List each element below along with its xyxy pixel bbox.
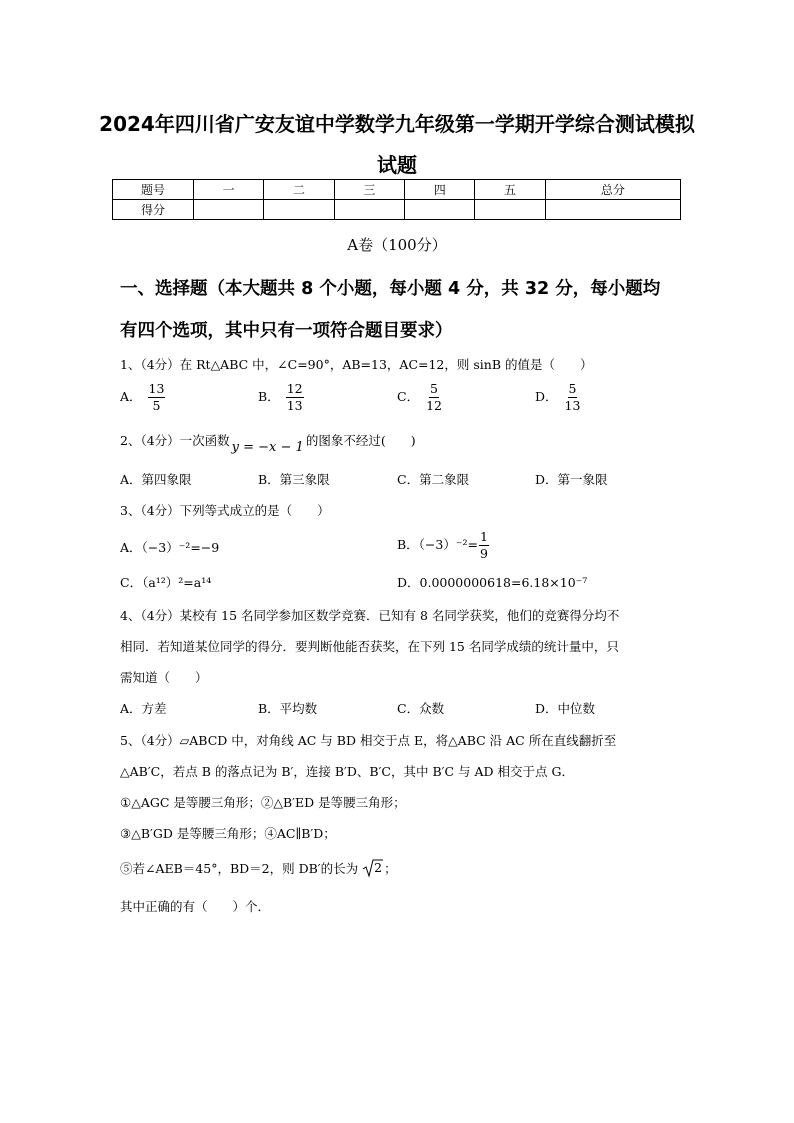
q1-option-a-fraction (148, 381, 166, 414)
radicand: 2 (374, 859, 383, 875)
q1-stem: 1、（4分）在 Rt△ABC 中，∠C=90°，AB=13，AC=12，则 sinB 的值是（ ） (120, 357, 593, 372)
q1-option-d-label: D． (535, 389, 558, 404)
volume-heading: A卷（100分） (347, 236, 447, 254)
score-cell (475, 200, 545, 220)
q3-option-b-text: B．（−3）⁻²= (397, 537, 478, 552)
q3-stem: 3、（4分）下列等式成立的是（ ） (120, 503, 330, 518)
q2-option-d: D．第一象限 (535, 472, 608, 487)
denominator: 13 (564, 398, 581, 413)
q2-formula: y = −x − 1 (231, 440, 304, 455)
denominator: 12 (426, 398, 442, 413)
q2-stem-a: 2、（4分）一次函数 (120, 433, 230, 448)
q4-option-a: A．方差 (120, 701, 167, 716)
exam-title-line1: 2024年四川省广安友谊中学数学九年级第一学期开学综合测试模拟 (99, 112, 695, 136)
q4-option-b: B．平均数 (258, 701, 318, 716)
q1-option-b-label: B． (258, 389, 280, 404)
score-table-header-label: 题号 (113, 180, 194, 200)
q5-end: 其中正确的有（ ）个． (120, 899, 271, 914)
numerator: 13 (148, 381, 165, 396)
q1-option-d-fraction (564, 381, 582, 414)
score-cell (545, 200, 680, 220)
q4-line3: 需知道（ ） (120, 670, 208, 685)
q3-option-c: C．（a¹²）²=a¹⁴ (120, 575, 212, 590)
q2-option-a: A．第四象限 (120, 472, 192, 487)
score-table-col-1: 一 (194, 180, 264, 200)
q1-option-c-fraction (425, 381, 443, 414)
score-table-header-row (113, 180, 681, 200)
numerator: 5 (568, 381, 577, 396)
score-cell (405, 200, 475, 220)
q2-option-b: B．第三象限 (258, 472, 330, 487)
q5-line1: 5、（4分）▱ABCD 中，对角线 AC 与 BD 相交于点 E，将△ABC 沿 AC 所在直线翻折至 (120, 733, 617, 748)
q4-option-c: C．众数 (397, 701, 445, 716)
score-table-score-row (113, 200, 681, 220)
q3-option-a: A．（−3）⁻²=−9 (120, 540, 220, 555)
q2-option-c: C．第二象限 (397, 472, 470, 487)
denominator: 13 (286, 398, 303, 413)
q5-statement-1-2: ①△AGC 是等腰三角形；②△B′ED 是等腰三角形； (120, 795, 406, 810)
score-cell (194, 200, 264, 220)
q4-line1: 4、（4分）某校有 15 名同学参加区数学竞赛．已知有 8 名同学获奖，他们的竞赛得分均不 (120, 608, 620, 623)
score-table-col-2: 二 (264, 180, 334, 200)
q3-option-b-fraction (479, 529, 489, 562)
score-cell (334, 200, 404, 220)
q1-option-b-fraction (286, 381, 304, 414)
exam-title-line2: 试题 (377, 153, 417, 177)
denominator: 9 (479, 546, 488, 561)
q1-option-b (258, 381, 304, 414)
denominator: 5 (152, 398, 161, 413)
numerator: 12 (286, 381, 303, 396)
numerator: 1 (479, 529, 488, 544)
section-heading-line2: 有四个选项，其中只有一项符合题目要求） (120, 321, 453, 341)
q5-statement-3-4: ③△B′GD 是等腰三角形；④AC∥B′D； (120, 826, 336, 841)
square-root (362, 858, 384, 878)
score-cell (264, 200, 334, 220)
score-table (112, 179, 681, 220)
q1-option-a (120, 381, 165, 414)
q3-option-d: D．0.0000000618=6.18×10⁻⁷ (397, 575, 588, 590)
q4-line2: 相同．若知道某位同学的得分．要判断他能否获奖，在下列 15 名同学成绩的统计量中，只 (120, 639, 619, 654)
q1-option-d (535, 381, 581, 414)
q5-statement-5-text: ⑤若∠AEB＝45°，BD＝2，则 DB′的长为 (120, 861, 359, 876)
q2-stem-b: 的图象不经过( ) (305, 433, 416, 448)
q1-option-c-label: C． (397, 389, 420, 404)
q5-statement-5-end: ； (384, 861, 397, 876)
q3-option-b (397, 529, 489, 562)
score-table-row-label: 得分 (113, 200, 194, 220)
q4-option-d: D．中位数 (535, 701, 596, 716)
score-table-col-4: 四 (405, 180, 475, 200)
numerator: 5 (430, 381, 438, 396)
q2-stem (120, 431, 416, 455)
section-heading-line1: 一、选择题（本大题共 8 个小题，每小题 4 分，共 32 分，每小题均 (120, 279, 661, 299)
score-table-col-5: 五 (475, 180, 545, 200)
q5-statement-5 (120, 859, 397, 880)
q1-option-c (397, 381, 443, 414)
score-table-col-3: 三 (334, 180, 404, 200)
q5-line2: △AB′C，若点 B 的落点记为 B′，连接 B′D、B′C，其中 B′C 与 AD 相交于点 G． (120, 764, 574, 779)
score-table-col-total: 总分 (545, 180, 680, 200)
q1-option-a-label: A． (120, 389, 142, 404)
